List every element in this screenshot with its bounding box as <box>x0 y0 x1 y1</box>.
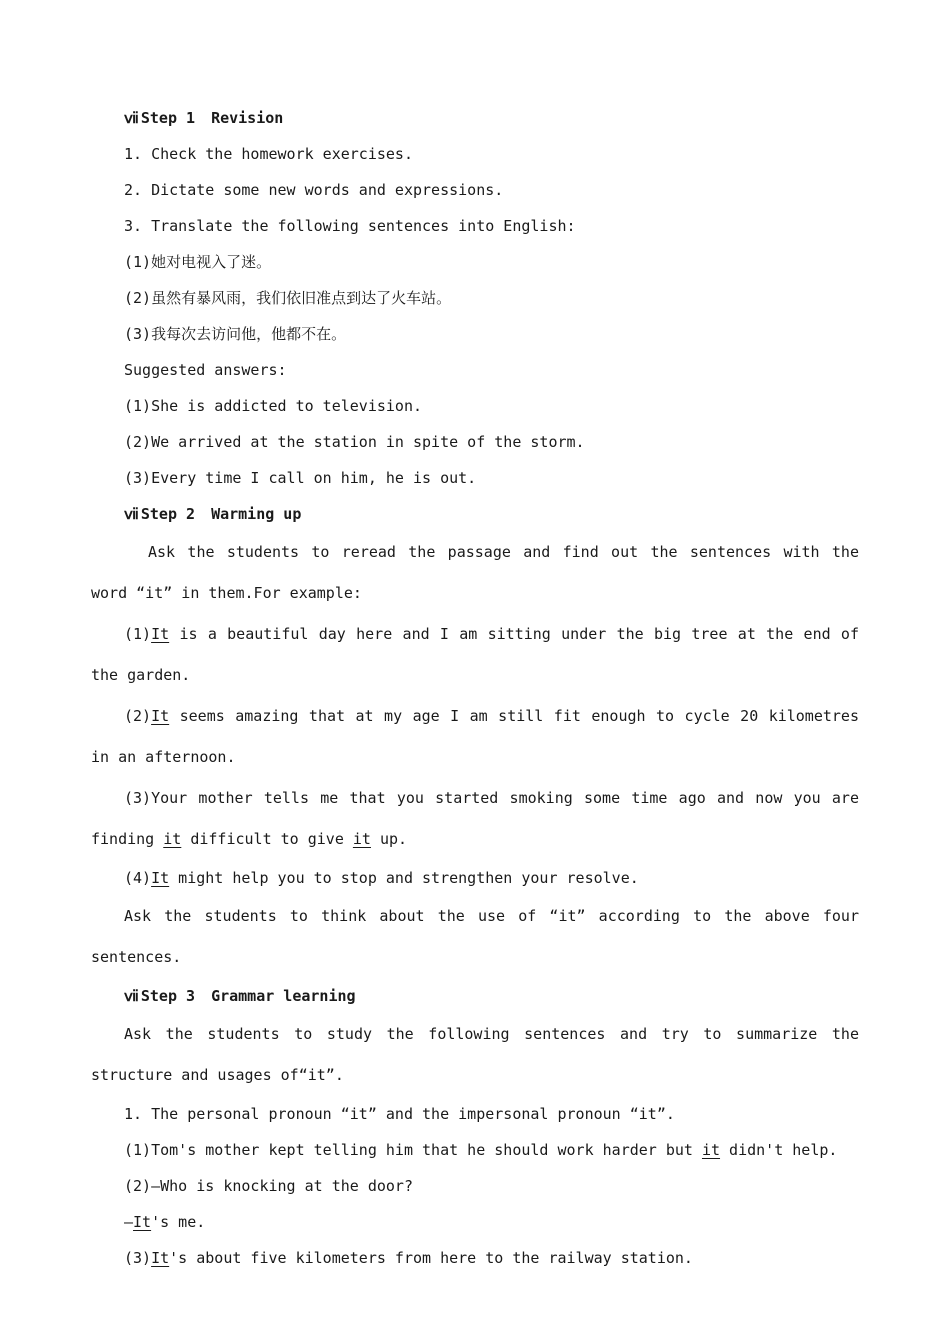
answer-3: (3)Every time I call on him, he is out. <box>124 469 477 487</box>
step1-item-3: 3. Translate the following sentences into English: <box>124 217 576 235</box>
example-text: (3)Your mother tells me that you started smoking some time ago and now you are finding <box>91 789 859 848</box>
sentence-text: 's about five kilometers from here to the railway station. <box>169 1249 693 1267</box>
sentence-number: (3) <box>124 1249 152 1267</box>
example-text: difficult to give <box>181 830 353 848</box>
step1-heading <box>91 100 859 136</box>
step3-label: Step 3 <box>140 987 196 1005</box>
step2-example-2 <box>91 696 859 778</box>
translation-1: (1)她对电视入了迷。 <box>124 253 272 271</box>
it-underlined: It <box>151 707 170 725</box>
step3-title: Grammar learning <box>211 987 356 1005</box>
example-text: is a beautiful day here and I am sitting under the big tree at the end of the garden. <box>91 625 859 684</box>
it-underlined: It <box>151 1249 170 1267</box>
it-underlined: it <box>163 830 182 848</box>
step-marker-icon: ⅶ <box>124 505 139 523</box>
sentence-text: didn't help. <box>720 1141 838 1159</box>
step2-label: Step 2 <box>140 505 196 523</box>
step3-sentence-2-question: (2)—Who is knocking at the door? <box>124 1177 413 1195</box>
step3-point-1: 1. The personal pronoun “it” and the impersonal pronoun “it”. <box>124 1105 675 1123</box>
example-text: seems amazing that at my age I am still fit enough to cycle 20 kilometres in an afternoon. <box>91 707 859 766</box>
example-text: up. <box>370 830 408 848</box>
step3-intro: Ask the students to study the following sentences and try to summarize the structure and usages of“it”. <box>91 1025 859 1084</box>
step2-example-4 <box>91 860 859 896</box>
step1-label: Step 1 <box>140 109 196 127</box>
step2-title: Warming up <box>211 505 302 523</box>
step2-outro: Ask the students to think about the use of “it” according to the above four sentences. <box>91 907 859 966</box>
step3-sentence-2-answer <box>91 1204 859 1240</box>
dash: — <box>124 1213 134 1231</box>
it-underlined: It <box>133 1213 152 1231</box>
document-page <box>91 100 859 1276</box>
example-number: (1) <box>124 625 152 643</box>
answer-1: (1)She is addicted to television. <box>124 397 423 415</box>
example-text: might help you to stop and strengthen your resolve. <box>169 869 639 887</box>
step3-sentence-3 <box>91 1240 859 1276</box>
suggested-answers-label: Suggested answers: <box>124 361 287 379</box>
step1-title: Revision <box>211 109 284 127</box>
step2-intro: Ask the students to reread the passage and find out the sentences with the word “it” in them.For example: <box>91 543 859 602</box>
it-underlined: it <box>352 830 371 848</box>
it-underlined: It <box>151 869 170 887</box>
step1-item-2: 2. Dictate some new words and expressions. <box>124 181 504 199</box>
answer-2: (2)We arrived at the station in spite of the storm. <box>124 433 585 451</box>
sentence-text: 's me. <box>151 1213 206 1231</box>
translation-3: (3)我每次去访问他，他都不在。 <box>124 325 347 343</box>
it-underlined: it <box>701 1141 721 1159</box>
translation-2: (2)虽然有暴风雨，我们依旧准点到达了火车站。 <box>124 289 452 307</box>
step2-example-1 <box>91 614 859 696</box>
step-marker-icon: ⅶ <box>124 987 139 1005</box>
step2-example-3 <box>91 778 859 860</box>
example-number: (4) <box>124 869 152 887</box>
step1-item-1: 1. Check the homework exercises. <box>124 145 413 163</box>
step3-heading <box>91 978 859 1014</box>
it-underlined: It <box>151 625 170 643</box>
sentence-text: (1)Tom's mother kept telling him that he should work harder but <box>124 1141 702 1159</box>
step2-heading <box>91 496 859 532</box>
example-number: (2) <box>124 707 152 725</box>
step-marker-icon: ⅶ <box>124 109 139 127</box>
step3-sentence-1 <box>91 1132 859 1168</box>
